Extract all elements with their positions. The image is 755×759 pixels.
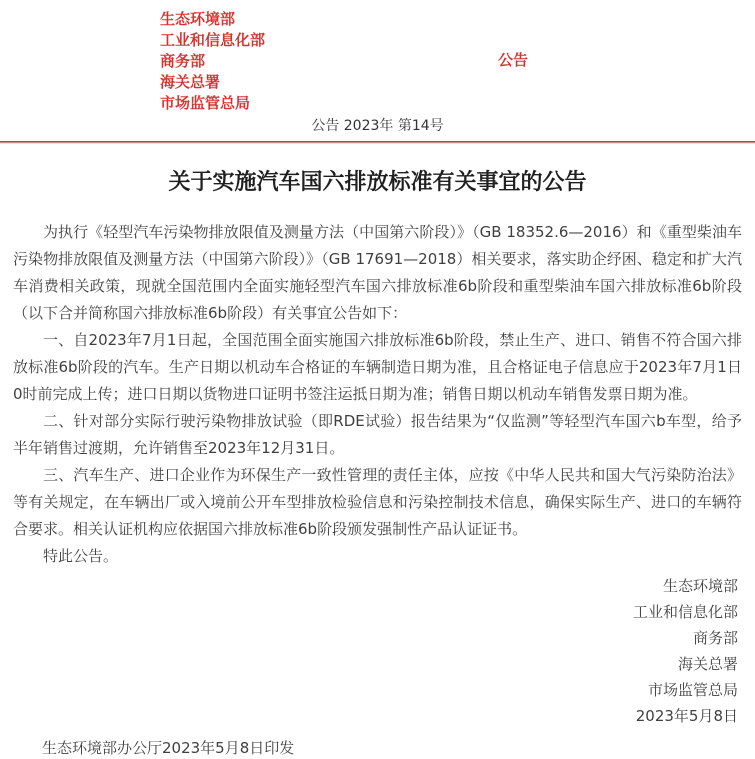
issuing-agencies-list [160,9,755,114]
paragraph-closing: 特此公告。 [43,547,119,565]
agency-name-customs: 海关总署 [160,73,221,91]
notice-type-label: 公告 [498,51,529,69]
paragraph-item-3: 三、汽车生产、进口企业作为环保生产一致性管理的责任主体，应按《中华人民共和国大气污染防治法》等有关规定，在车辆出厂或入境前公开车型排放检验信息和污染控制技术信息，确保实际生产、进口的车辆符合要求。相关认证机构应依据国六排放标准6b阶段颁发强制性产品认证证书。 [13,466,742,538]
signature-agency-miit: 工业和信息化部 [632,603,738,621]
document-number: 公告 2023年 第14号 [311,118,444,134]
signature-agency-customs: 海关总署 [677,655,738,673]
page-title: 关于实施汽车国六排放标准有关事宜的公告 [168,170,587,195]
signature-block [0,573,755,729]
agency-name-mee: 生态环境部 [160,10,236,28]
joint-agency-header [0,0,755,113]
signature-agency-samr: 市场监管总局 [647,681,738,699]
paragraph-item-1: 一、自2023年7月1日起，全国范围全面实施国六排放标准6b阶段，禁止生产、进口、销售不符合国六排放标准6b阶段的汽车。生产日期以机动车合格证的车辆制造日期为准，且合格证电子信息应于2023年7月1日0时前完成上传；进口日期以货物进口证明书签注运抵日期为准；销售日期以机动车销售发票日期为准。 [13,331,742,403]
agency-name-samr: 市场监管总局 [160,94,251,112]
signature-agency-mofcom: 商务部 [692,629,738,647]
agency-name-mofcom: 商务部 [160,52,206,70]
announcement-body [0,219,755,570]
imprint-line: 生态环境部办公厅2023年5月8日印发 [42,739,295,757]
signature-agency-mee: 生态环境部 [662,577,738,595]
signature-date: 2023年5月8日 [635,707,738,725]
header-divider-rule [0,141,755,144]
paragraph-preamble: 为执行《轻型汽车污染物排放限值及测量方法（中国第六阶段）》（GB 18352.6—2016）和《重型柴油车污染物排放限值及测量方法（中国第六阶段）》（GB 17691—2018）相关要求，落实助企纾困、稳定和扩大汽车消费相关政策，现就全国范围内全面实施轻型汽车国六排放标准6b阶段和重型柴油车国六排放标准6b阶段（以下合并简称国六排放标准6b阶段）有关事宜公告如下： [13,223,742,322]
paragraph-item-2: 二、针对部分实际行驶污染物排放试验（即RDE试验）报告结果为“仅监测”等轻型汽车国六b车型，给予半年销售过渡期，允许销售至2023年12月31日。 [13,412,742,457]
agency-name-miit: 工业和信息化部 [160,31,266,49]
